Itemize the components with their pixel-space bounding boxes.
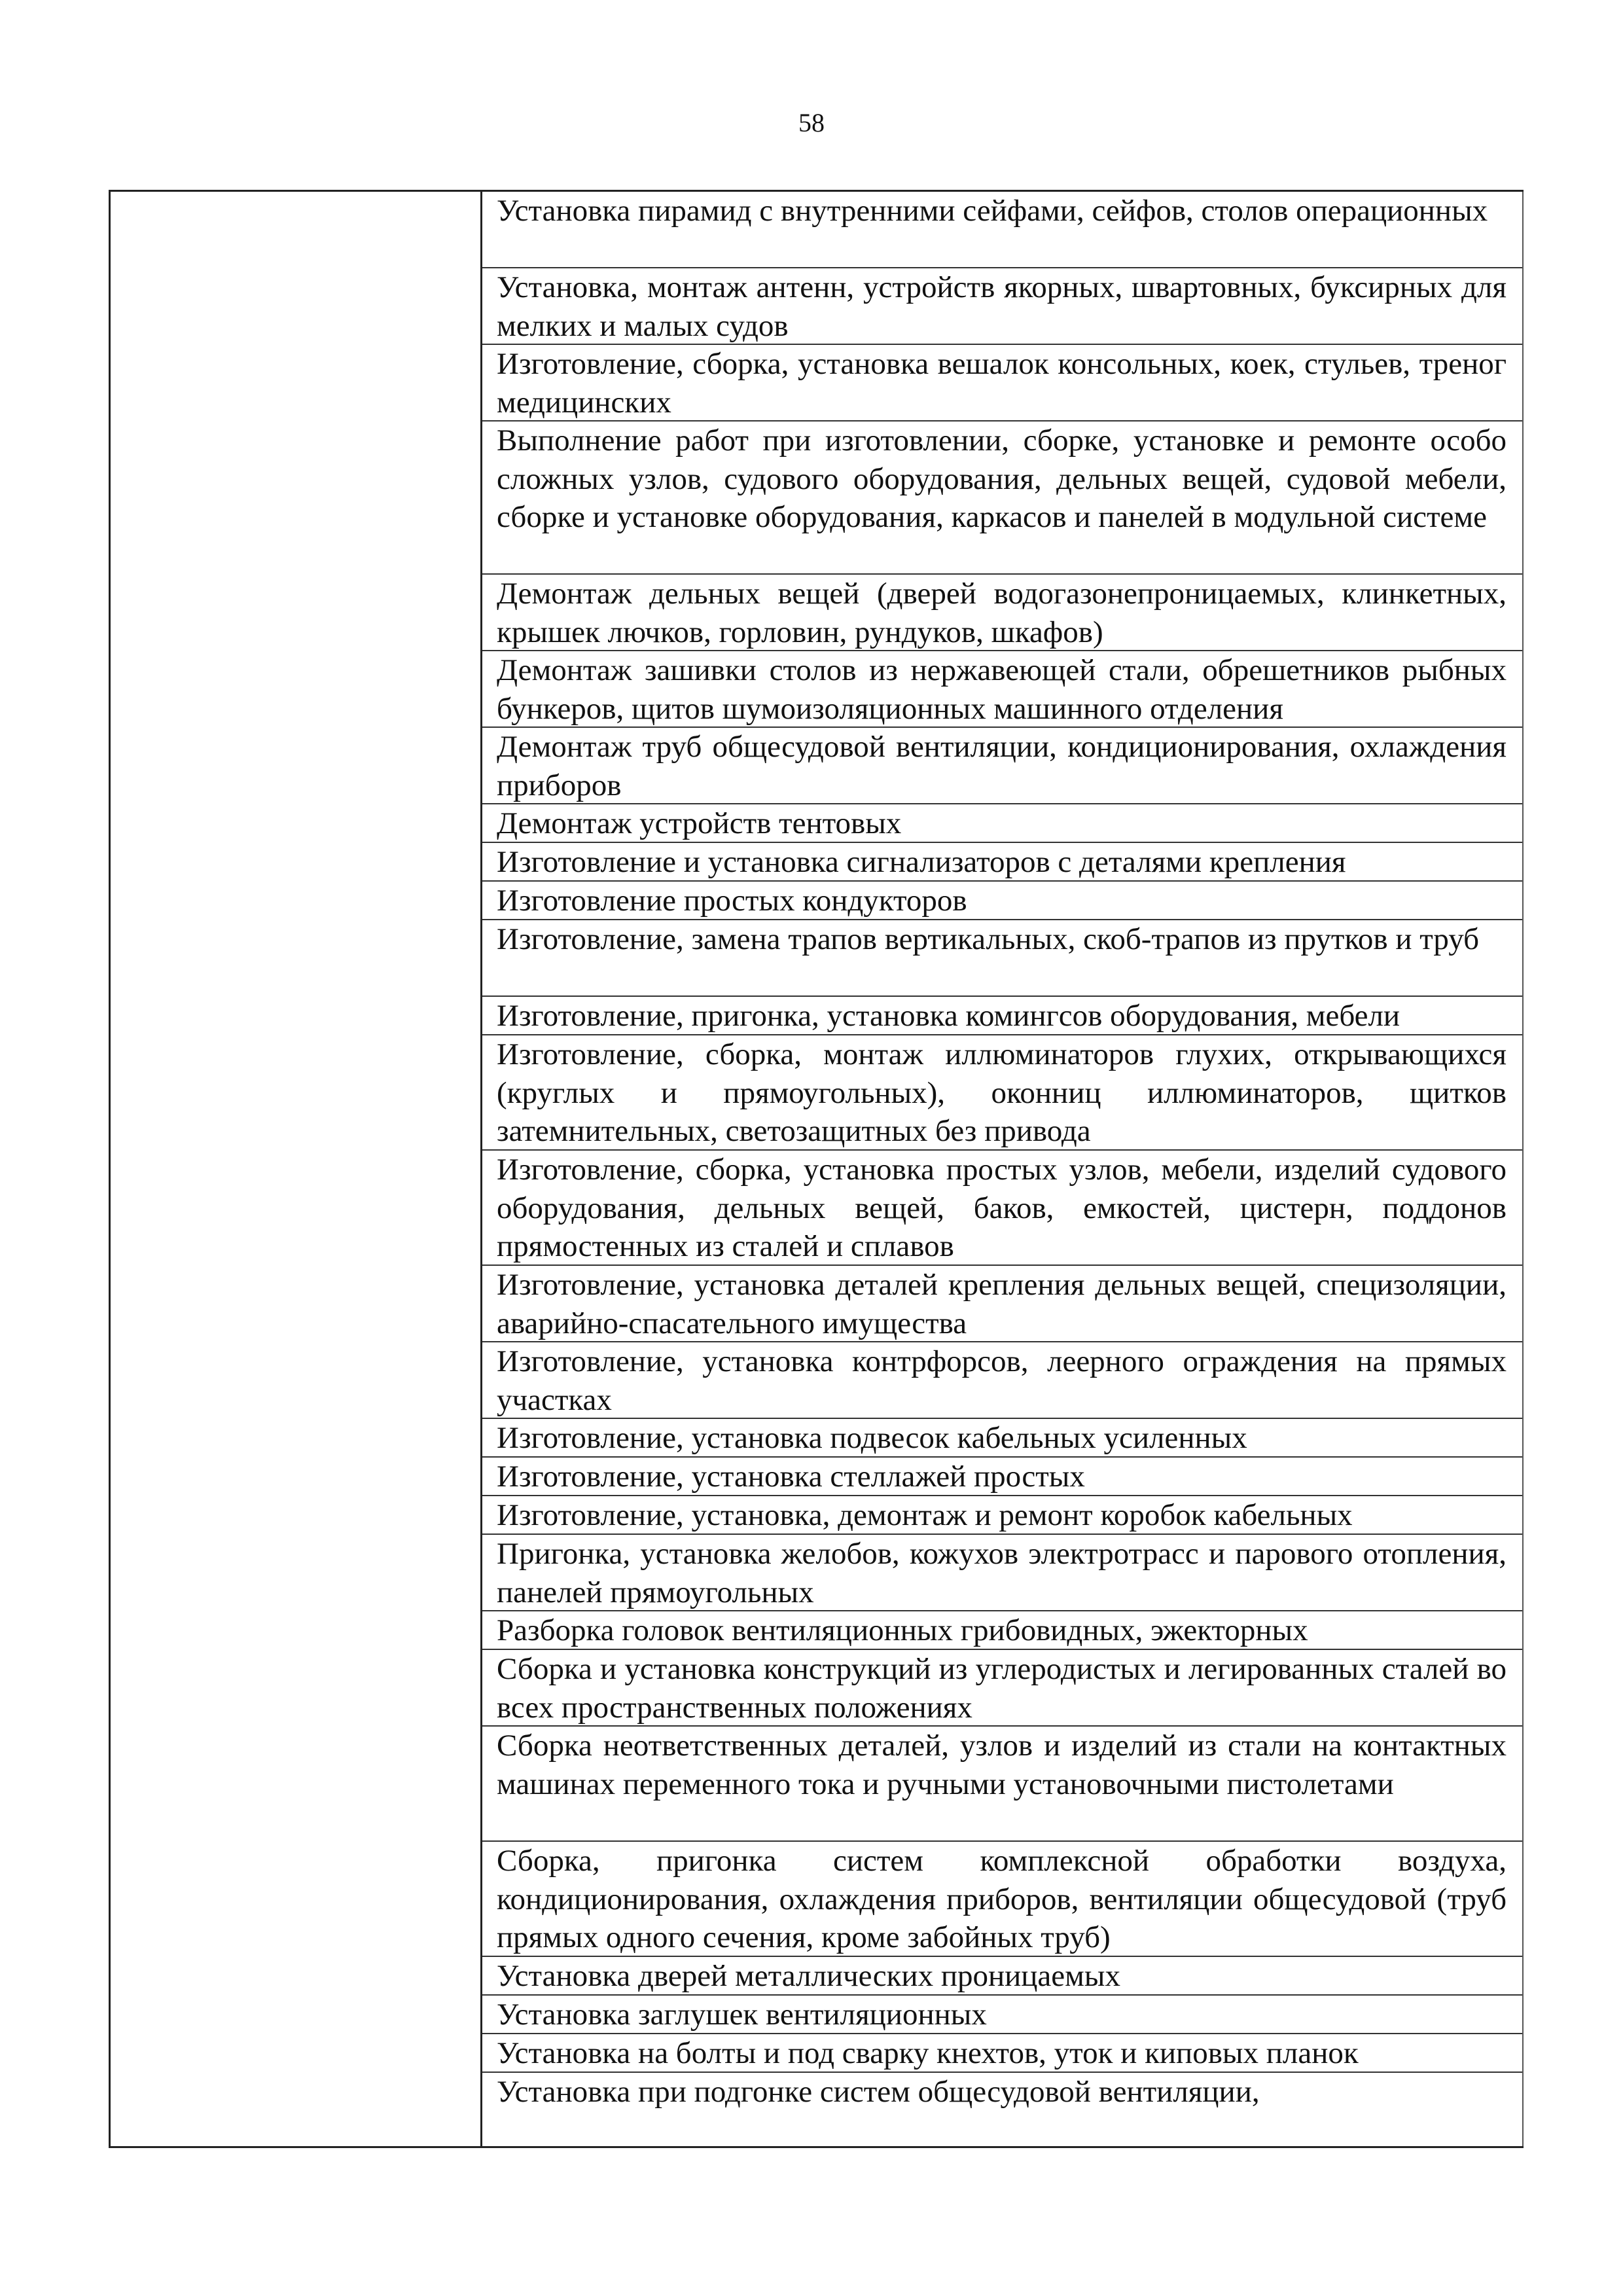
table-row: Изготовление, установка стеллажей простых	[482, 1458, 1522, 1496]
table-row: Выполнение работ при изготовлении, сборке, установке и ремонте особо сложных узлов, судового оборудования, дельных вещей, судовой мебели, сборке и установке оборудования, каркасов и панелей в модульной системе	[482, 422, 1522, 575]
table-row: Установка пирамид с внутренними сейфами, сейфов, столов операционных	[482, 192, 1522, 268]
table-row: Изготовление, сборка, установка простых узлов, мебели, изделий судового оборудования, дельных вещей, баков, емкостей, цистерн, поддонов прямостенных из сталей и сплавов	[482, 1151, 1522, 1266]
table-row: Разборка головок вентиляционных грибовидных, эжекторных	[482, 1611, 1522, 1650]
table-row: Изготовление, пригонка, установка комингсов оборудования, мебели	[482, 997, 1522, 1035]
table-row: Установка дверей металлических проницаемых	[482, 1957, 1522, 1996]
table-row: Изготовление, установка контрфорсов, леерного ограждения на прямых участках	[482, 1342, 1522, 1419]
table-row: Демонтаж зашивки столов из нержавеющей стали, обрешетников рыбных бункеров, щитов шумоизоляционных машинного отделения	[482, 651, 1522, 728]
table-row: Изготовление, установка, демонтаж и ремонт коробок кабельных	[482, 1496, 1522, 1535]
table-row: Изготовление, установка деталей крепления дельных вещей, специзоляции, аварийно-спасательного имущества	[482, 1266, 1522, 1342]
table-right-column	[482, 192, 1524, 2146]
table-row: Демонтаж устройств тентовых	[482, 804, 1522, 843]
table-row: Изготовление и установка сигнализаторов с деталями крепления	[482, 843, 1522, 882]
table-row: Демонтаж труб общесудовой вентиляции, кондиционирования, охлаждения приборов	[482, 728, 1522, 804]
table-row: Демонтаж дельных вещей (дверей водогазонепроницаемых, клинкетных, крышек лючков, горловин, рундуков, шкафов)	[482, 575, 1522, 651]
table-row: Сборка и установка конструкций из углеродистых и легированных сталей во всех пространственных положениях	[482, 1650, 1522, 1727]
table-row: Изготовление, установка подвесок кабельных усиленных	[482, 1419, 1522, 1458]
table-row: Изготовление, сборка, монтаж иллюминаторов глухих, открывающихся (круглых и прямоугольных), оконниц иллюминаторов, щитков затемнительных, светозащитных без привода	[482, 1035, 1522, 1151]
work-table	[109, 190, 1524, 2148]
table-row: Установка, монтаж антенн, устройств якорных, швартовных, буксирных для мелких и малых судов	[482, 268, 1522, 345]
table-row: Сборка неответственных деталей, узлов и изделий из стали на контактных машинах переменного тока и ручными установочными пистолетами	[482, 1727, 1522, 1842]
table-row: Изготовление, замена трапов вертикальных, скоб-трапов из прутков и труб	[482, 920, 1522, 997]
table-row: Изготовление простых кондукторов	[482, 882, 1522, 920]
table-row: Пригонка, установка желобов, кожухов электротрасс и парового отопления, панелей прямоугольных	[482, 1535, 1522, 1611]
table-row: Установка на болты и под сварку кнехтов, уток и киповых планок	[482, 2034, 1522, 2073]
table-row: Сборка, пригонка систем комплексной обработки воздуха, кондиционирования, охлаждения приборов, вентиляции общесудовой (труб прямых одного сечения, кроме забойных труб)	[482, 1842, 1522, 1957]
table-row: Установка заглушек вентиляционных	[482, 1996, 1522, 2034]
table-left-column	[111, 192, 482, 2146]
table-row: Установка при подгонке систем общесудовой вентиляции,	[497, 2075, 1260, 2109]
page-number: 58	[798, 108, 825, 137]
table-row: Изготовление, сборка, установка вешалок консольных, коек, стульев, треног медицинских	[482, 345, 1522, 422]
